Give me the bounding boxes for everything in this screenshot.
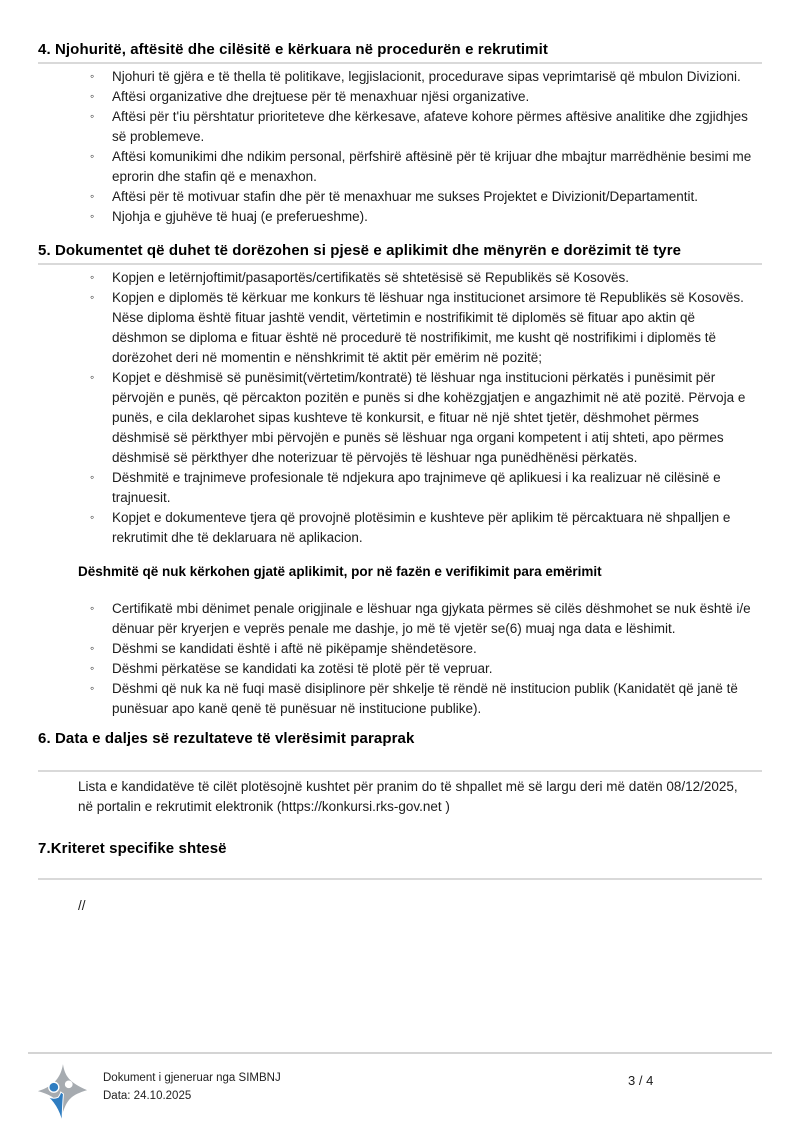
section-5-list <box>38 268 762 548</box>
list-item: ◦ Aftësi komunikimi dhe ndikim personal, përfshirë aftësinë për të krijuar dhe mbajtur marrëdhënie besimi me eprorin dhe stafin që e menaxhon. <box>112 147 752 187</box>
generation-date-label: Data: 24.10.2025 <box>103 1090 192 1102</box>
section-7-divider <box>38 878 762 880</box>
generated-by-label: Dokument i gjeneruar nga SIMBNJ <box>103 1072 281 1084</box>
list-item: ◦ Kopjet e dokumenteve tjera që provojnë plotësimin e kushteve për aplikim të përcaktuara në shpalljen e rekrutimit dhe të deklaruara në aplikacion. <box>112 508 752 548</box>
section-4 <box>38 38 762 227</box>
results-date-paragraph: Lista e kandidatëve të cilët plotësojnë kushtet për pranim do të shpallet më së largu deri më datën 08/12/2025, në portalin e rekrutimit elektronik (https://konkursi.rks-gov.net ) <box>78 779 738 814</box>
list-item: ◦ Aftësi për të motivuar stafin dhe për të menaxhuar me sukses Projektet e Divizionit/Departamentit. <box>112 187 752 207</box>
section-5 <box>38 239 762 719</box>
list-item: ◦ Kopjet e dëshmisë së punësimit(vërtetim/kontratë) të lëshuar nga institucioni përkatës i punësimit për përvojën e punës, që përcakton pozitën e punës si dhe kohëzgjatjen e angazhimit në atë pozitë. Përvoja e punës, e cila deklarohet sipas kushteve të konkursit, e fituar në një shtet tjetër, dëshmohet përmes dëshmisë së përkthyer mbi përvojën e punës së lëshuar nga organi kompetent i atij shteti, apo përmes dëshmisë së përkthyer dhe noterizuar të përvojës të lëshuar nga punëdhënësi përkatës. <box>112 368 752 468</box>
list-item: ◦ Dëshmi se kandidati është i aftë në pikëpamje shëndetësore. <box>112 639 752 659</box>
list-item: ◦ Kopjen e diplomës të kërkuar me konkurs të lëshuar nga institucionet arsimore të Republikës së Kosovës. Nëse diploma është fituar jashtë vendit, vërtetimin e nostrifikimit të diplomës së fituar apo aktin që dëshmon se diploma e fituar është në procedurë të nostrifikimit, me kusht që nostrifikimi i diplomës të dorëzohet deri në momentin e nënshkrimit të aktit për emërim në pozitë; <box>112 288 752 368</box>
section-6-divider <box>38 770 762 772</box>
list-item: ◦ Dëshmi që nuk ka në fuqi masë disiplinore për shkelje të rëndë në institucion publik (Kanidatët që janë të punësuar apo kanë qenë të punësuar në institucione publike). <box>112 679 752 719</box>
list-item: ◦ Kopjen e letërnjoftimit/pasaportës/certifikatës së shtetësisë së Republikës së Kosovës. <box>112 268 752 288</box>
section-6 <box>38 727 762 817</box>
section-4-title: 4. Njohuritë, aftësitë dhe cilësitë e kërkuara në procedurën e rekrutimit <box>38 41 548 58</box>
verification-subheading: Dëshmitë që nuk kërkohen gjatë aplikimit, por në fazën e verifikimit para emërimit <box>78 564 602 579</box>
section-4-divider <box>38 62 762 64</box>
footer-text-block <box>103 1069 281 1105</box>
list-item: ◦ Dëshmitë e trajnimeve profesionale të ndjekura apo trajnimeve që aplikuesi i ka realizuar në cilësinë e trajnuesit. <box>112 468 752 508</box>
list-item: ◦ Aftësi për t'iu përshtatur prioriteteve dhe kërkesave, afateve kohore përmes aftësive analitike dhe zgjidhjes së problemeve. <box>112 107 752 147</box>
section-5-title: 5. Dokumentet që duhet të dorëzohen si pjesë e aplikimit dhe mënyrën e dorëzimit të tyre <box>38 242 682 259</box>
list-item: ◦ Njohuri të gjëra e të thella të politikave, legjislacionit, procedurave sipas veprimtarisë që mbulon Divizioni. <box>112 67 752 87</box>
section-7-title: 7.Kriteret specifike shtesë <box>38 840 227 857</box>
page-footer <box>28 1052 772 1130</box>
list-item: ◦ Njohja e gjuhëve të huaj (e preferueshme). <box>112 207 752 227</box>
list-item: ◦ Aftësi organizative dhe drejtuese për të menaxhuar njësi organizative. <box>112 87 752 107</box>
section-6-title: 6. Data e daljes së rezultateve të vlerësimit paraprak <box>38 730 415 747</box>
list-item: ◦ Dëshmi përkatëse se kandidati ka zotësi të plotë për të vepruar. <box>112 659 752 679</box>
simbnj-logo-icon <box>35 1063 89 1128</box>
verification-list <box>38 599 762 719</box>
section-7 <box>38 837 762 916</box>
section-4-list <box>38 67 762 227</box>
list-item: ◦ Certifikatë mbi dënimet penale origjinale e lëshuar nga gjykata përmes së cilës dëshmohet se nuk është i/e dënuar për kryerjen e veprës penale me dashje, jo më të vjetër se(6) muaj nga data e lëshimit. <box>112 599 752 639</box>
specific-criteria-placeholder: // <box>78 898 86 913</box>
section-5-divider <box>38 263 762 265</box>
page-number: 3 / 4 <box>628 1073 654 1088</box>
